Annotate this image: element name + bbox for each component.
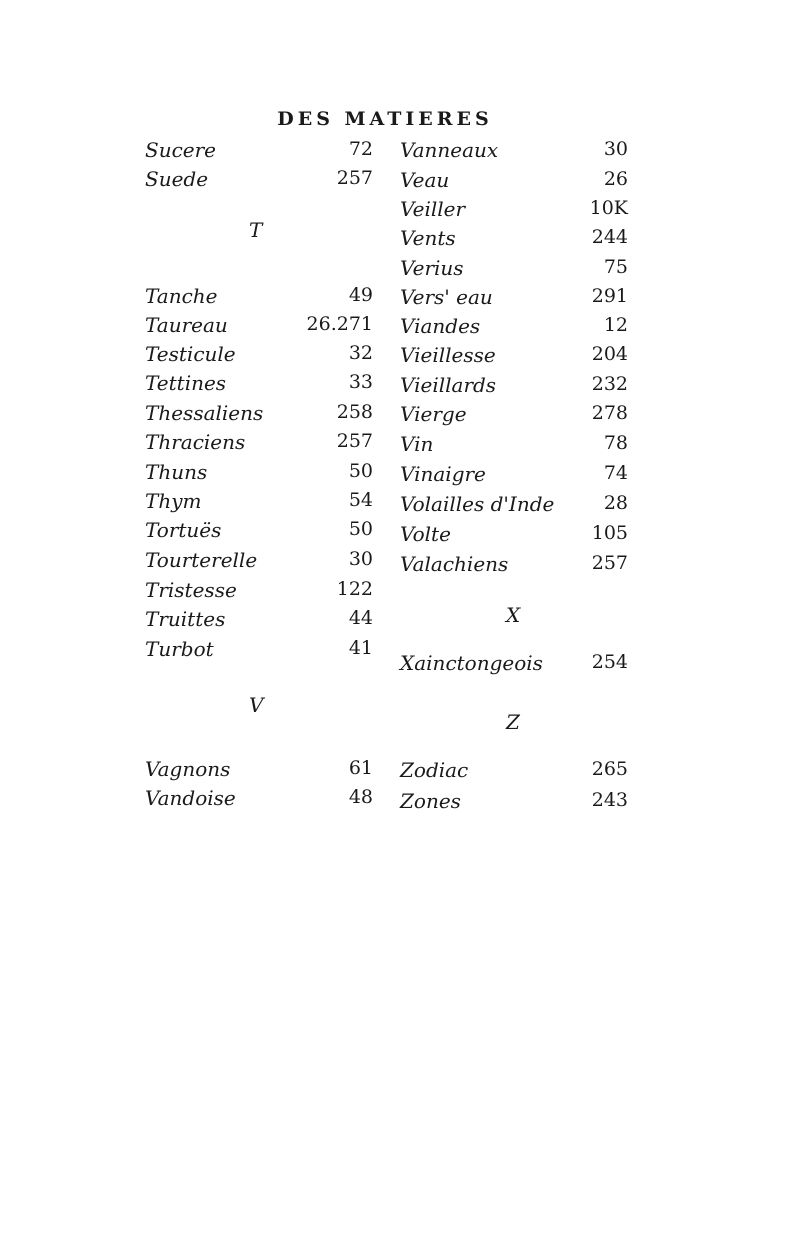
index-term: Vierge: [400, 402, 467, 426]
index-page-number: 244: [591, 226, 628, 248]
index-page-number: 12: [603, 314, 628, 336]
index-term: Zodiac: [400, 758, 469, 782]
index-entry: [400, 552, 628, 582]
index-term: Volailles d'Inde: [400, 492, 555, 516]
index-entry: [400, 168, 628, 198]
index-entry: [400, 651, 628, 681]
index-entry: [400, 758, 628, 788]
index-page-number: 72: [348, 138, 373, 160]
index-term: Vents: [400, 226, 456, 250]
index-term: Tourterelle: [145, 548, 258, 572]
section-letter: [145, 693, 373, 723]
index-page-number: 75: [603, 256, 628, 278]
index-term: Volte: [400, 522, 451, 546]
index-term: Tettines: [145, 371, 227, 395]
index-entry: [400, 432, 628, 462]
index-term: Thessaliens: [145, 401, 264, 425]
index-page-number: 49: [348, 284, 373, 306]
index-page-number: 50: [348, 518, 373, 540]
index-page-number: 232: [591, 373, 628, 395]
index-term: Vandoise: [145, 786, 236, 810]
index-entry: [145, 578, 373, 608]
index-term: Xainctongeois: [400, 651, 543, 675]
index-term: Vieillards: [400, 373, 497, 397]
section-letter: [400, 710, 628, 740]
index-page-number: 54: [348, 489, 373, 511]
index-entry: [145, 430, 373, 460]
index-term: Thraciens: [145, 430, 246, 454]
index-entry: [145, 342, 373, 372]
index-entry: [400, 197, 628, 227]
index-page-number: 78: [603, 432, 628, 454]
index-page-number: 257: [591, 552, 628, 574]
index-entry: [400, 314, 628, 344]
index-entry: [145, 607, 373, 637]
index-entry: [145, 637, 373, 667]
index-entry: [145, 401, 373, 431]
index-entry: [400, 789, 628, 819]
index-entry: [145, 786, 373, 816]
index-entry: [145, 460, 373, 490]
index-page-number: 30: [603, 138, 628, 160]
index-entry: [145, 138, 373, 168]
index-page-number: 30: [348, 548, 373, 570]
index-entry: [145, 371, 373, 401]
index-page-number: 10K: [589, 197, 628, 219]
index-term: Vin: [400, 432, 434, 456]
index-entry: [145, 167, 373, 197]
index-entry: [400, 285, 628, 315]
index-term: Vanneaux: [400, 138, 499, 162]
index-term: Zones: [400, 789, 461, 813]
index-term: Vagnons: [145, 757, 231, 781]
index-page-number: 122: [336, 578, 373, 600]
index-term: Tanche: [145, 284, 218, 308]
index-term: Testicule: [145, 342, 236, 366]
index-page-number: 243: [591, 789, 628, 811]
index-entry: [400, 492, 628, 522]
index-term: Turbot: [145, 637, 214, 661]
index-page-number: 278: [591, 402, 628, 424]
section-letter-label: X: [506, 603, 521, 627]
section-letter-label: T: [249, 218, 263, 242]
index-term: Verius: [400, 256, 464, 280]
index-entry: [400, 402, 628, 432]
index-page-number: 61: [348, 757, 373, 779]
section-letter-label: Z: [506, 710, 520, 734]
index-page-number: 257: [336, 167, 373, 189]
index-entry: [145, 518, 373, 548]
index-entry: [400, 343, 628, 373]
index-term: Tristesse: [145, 578, 237, 602]
index-page-number: 204: [591, 343, 628, 365]
index-page-number: 44: [348, 607, 373, 629]
index-entry: [400, 138, 628, 168]
index-page-number: 41: [348, 637, 373, 659]
index-entry: [400, 462, 628, 492]
index-entry: [145, 489, 373, 519]
index-page-number: 26: [603, 168, 628, 190]
index-entry: [145, 284, 373, 314]
index-term: Vinaigre: [400, 462, 486, 486]
index-term: Sucere: [145, 138, 217, 162]
section-letter: [145, 218, 373, 248]
index-entry: [145, 548, 373, 578]
index-term: Tortuës: [145, 518, 222, 542]
index-entry: [400, 522, 628, 552]
index-page-number: 105: [591, 522, 628, 544]
index-term: Valachiens: [400, 552, 509, 576]
running-head: DES MATIERES: [277, 108, 493, 130]
index-entry: [145, 757, 373, 787]
index-term: Thym: [145, 489, 202, 513]
index-page-number: 258: [336, 401, 373, 423]
index-page-number: 291: [591, 285, 628, 307]
section-letter: [400, 603, 628, 633]
index-page-number: 33: [348, 371, 373, 393]
index-page-number: 254: [591, 651, 628, 673]
index-page-number: 26.271: [306, 313, 373, 335]
index-page-number: 74: [603, 462, 628, 484]
index-term: Suede: [145, 167, 209, 191]
section-letter-label: V: [249, 693, 264, 717]
index-term: Taureau: [145, 313, 228, 337]
index-entry: [400, 226, 628, 256]
index-entry: [400, 373, 628, 403]
index-term: Vieillesse: [400, 343, 496, 367]
index-page-number: 50: [348, 460, 373, 482]
index-term: Thuns: [145, 460, 208, 484]
index-entry: [145, 313, 373, 343]
index-term: Truittes: [145, 607, 226, 631]
index-term: Veiller: [400, 197, 466, 221]
index-page-number: 48: [348, 786, 373, 808]
index-page-number: 265: [591, 758, 628, 780]
index-term: Viandes: [400, 314, 481, 338]
index-term: Vers' eau: [400, 285, 493, 309]
index-page-number: 32: [348, 342, 373, 364]
index-page-number: 28: [603, 492, 628, 514]
index-term: Veau: [400, 168, 450, 192]
index-entry: [400, 256, 628, 286]
index-page-number: 257: [336, 430, 373, 452]
